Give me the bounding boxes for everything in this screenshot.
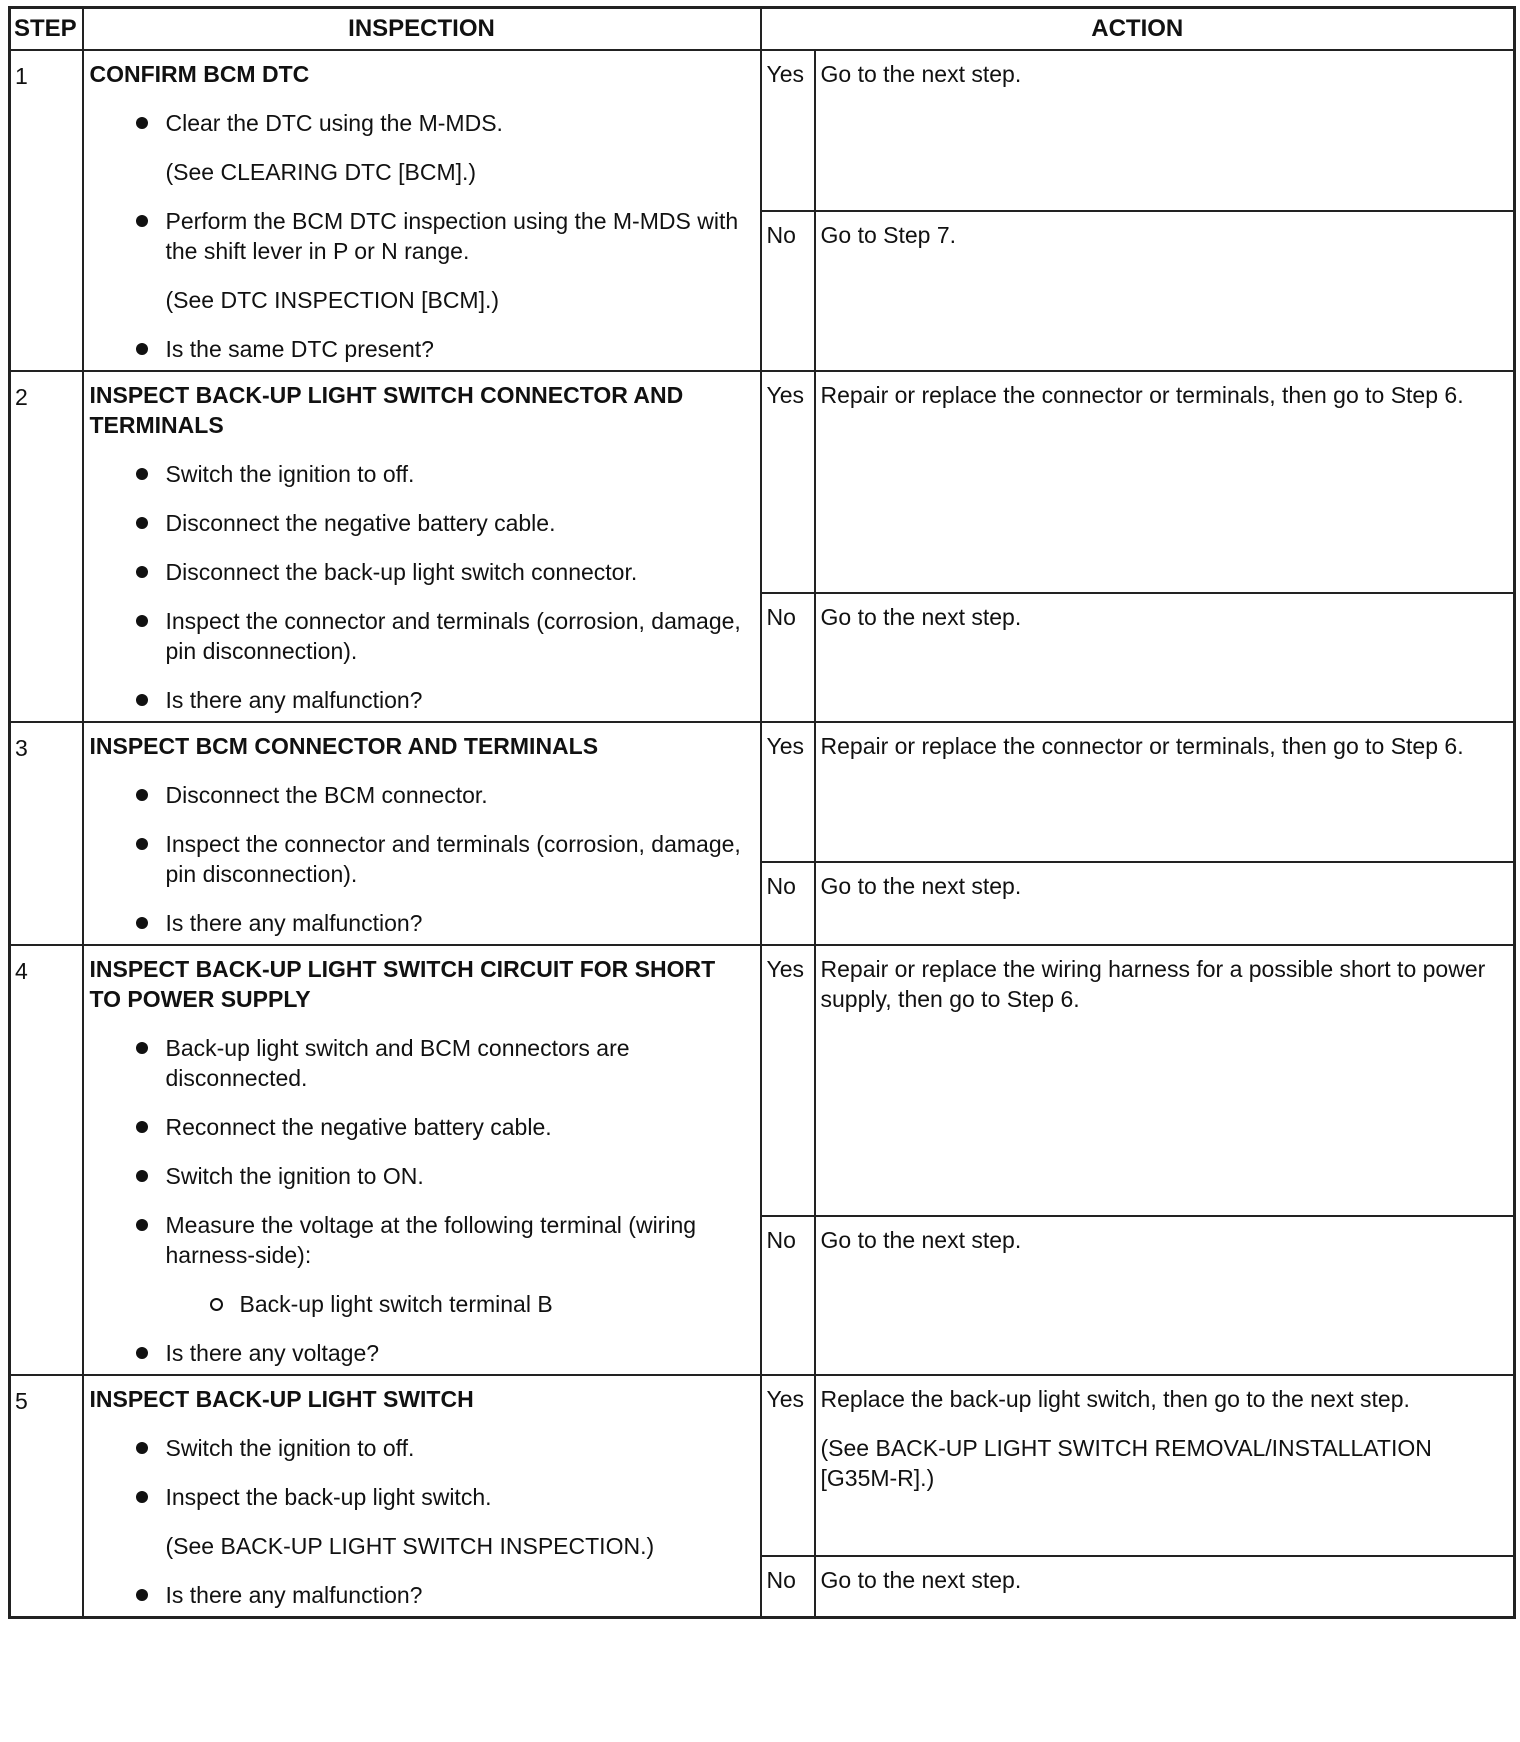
step-title: INSPECT BACK-UP LIGHT SWITCH CIRCUIT FOR SHORT TO POWER SUPPLY	[89, 956, 716, 1012]
inspection-bullet	[90, 108, 750, 138]
action-text: Replace the back-up light switch, then go to the next step.	[820, 1386, 1410, 1412]
reference-note: (See BACK-UP LIGHT SWITCH INSPECTION.)	[165, 1533, 655, 1559]
inspection-bullet	[90, 1033, 750, 1093]
action-text: Go to the next step.	[820, 603, 1022, 630]
bullet-dot-icon	[136, 1219, 148, 1231]
yes-label: Yes	[761, 371, 815, 593]
inspection-cell	[83, 371, 761, 722]
bullet-dot-icon	[136, 343, 148, 355]
step-number: 3	[10, 722, 83, 945]
bullet-dot-icon	[136, 1347, 148, 1359]
bullet-text: Back-up light switch and BCM connectors are disconnected.	[165, 1035, 630, 1091]
step-title: INSPECT BACK-UP LIGHT SWITCH	[89, 1386, 474, 1412]
bullet-text: Is the same DTC present?	[165, 336, 434, 362]
no-label: No	[761, 1216, 815, 1375]
hollow-circle-icon	[210, 1298, 223, 1311]
bullet-text: Inspect the connector and terminals (corrosion, damage, pin disconnection).	[165, 831, 741, 887]
bullet-text: Switch the ignition to ON.	[165, 1163, 424, 1189]
bullet-text: Inspect the back-up light switch.	[165, 1484, 492, 1510]
bullet-text: Perform the BCM DTC inspection using the M-MDS with the shift lever in P or N range.	[165, 208, 739, 264]
bullet-text: Reconnect the negative battery cable.	[165, 1114, 552, 1140]
step-row-5	[10, 1375, 1515, 1556]
yes-label: Yes	[761, 945, 815, 1216]
inspection-cell	[83, 722, 761, 945]
yes-label: Yes	[761, 1375, 815, 1556]
no-label: No	[761, 593, 815, 722]
bullet-dot-icon	[136, 1042, 148, 1054]
bullet-text: Inspect the connector and terminals (corrosion, damage, pin disconnection).	[165, 608, 741, 664]
step-row-4	[10, 945, 1515, 1216]
inspection-bullet	[90, 508, 750, 538]
inspection-bullet	[90, 606, 750, 666]
inspection-bullet	[90, 459, 750, 489]
inspection-column-header: INSPECTION	[83, 8, 761, 51]
bullet-text: Switch the ignition to off.	[165, 1435, 415, 1461]
no-action	[815, 862, 1515, 945]
step-number: 1	[10, 50, 83, 371]
inspection-bullet	[90, 1210, 750, 1270]
inspection-bullet	[90, 557, 750, 587]
step-row-3	[10, 722, 1515, 862]
bullet-dot-icon	[136, 615, 148, 627]
bullet-text: Switch the ignition to off.	[165, 461, 415, 487]
bullet-text: Disconnect the back-up light switch connector.	[165, 559, 638, 585]
diagnostic-procedure-sheet	[8, 6, 1513, 1736]
action-text: Go to the next step.	[820, 1226, 1022, 1253]
yes-action	[815, 50, 1515, 211]
no-action	[815, 211, 1515, 372]
step-column-header: STEP	[10, 8, 83, 51]
bullet-dot-icon	[136, 566, 148, 578]
bullet-text: Is there any malfunction?	[165, 687, 423, 713]
bullet-dot-icon	[136, 838, 148, 850]
reference-note: (See DTC INSPECTION [BCM].)	[165, 287, 500, 313]
bullet-dot-icon	[136, 789, 148, 801]
bullet-text: Is there any voltage?	[165, 1340, 380, 1366]
inspection-bullet	[90, 780, 750, 810]
bullet-text: Disconnect the BCM connector.	[165, 782, 488, 808]
inspection-bullet	[90, 908, 750, 938]
inspection-bullet	[90, 1580, 750, 1610]
step-row-2	[10, 371, 1515, 593]
action-column-header: ACTION	[761, 8, 1515, 51]
action-text: Go to the next step.	[820, 61, 1022, 87]
yes-label: Yes	[761, 722, 815, 862]
no-label: No	[761, 862, 815, 945]
action-text: Repair or replace the wiring harness for a possible short to power supply, then go to Step 6.	[820, 956, 1486, 1012]
bullet-text: Measure the voltage at the following terminal (wiring harness-side):	[165, 1212, 697, 1268]
reference-note: (See CLEARING DTC [BCM].)	[165, 159, 477, 185]
step-number: 4	[10, 945, 83, 1375]
bullet-text: Is there any malfunction?	[165, 1582, 423, 1608]
inspection-bullet	[90, 1338, 750, 1368]
bullet-dot-icon	[136, 1170, 148, 1182]
bullet-dot-icon	[136, 1121, 148, 1133]
inspection-bullet	[90, 1112, 750, 1142]
bullet-dot-icon	[136, 1442, 148, 1454]
table-body	[10, 50, 1515, 1618]
inspection-bullet	[90, 334, 750, 364]
bullet-dot-icon	[136, 1491, 148, 1503]
bullet-dot-icon	[136, 694, 148, 706]
yes-action	[815, 722, 1515, 862]
bullet-text: Disconnect the negative battery cable.	[165, 510, 556, 536]
step-number: 2	[10, 371, 83, 722]
no-action	[815, 593, 1515, 722]
action-text: Go to the next step.	[820, 1567, 1022, 1594]
step-number: 5	[10, 1375, 83, 1618]
bullet-text: Is there any malfunction?	[165, 910, 423, 936]
inspection-bullet	[90, 1433, 750, 1463]
bullet-dot-icon	[136, 1589, 148, 1601]
inspection-bullet	[90, 685, 750, 715]
action-text: Repair or replace the connector or terminals, then go to Step 6.	[820, 733, 1464, 759]
inspection-bullet	[90, 829, 750, 889]
inspection-cell	[83, 50, 761, 371]
diagnostic-table	[8, 6, 1516, 1619]
yes-action	[815, 945, 1515, 1216]
yes-label: Yes	[761, 50, 815, 211]
step-title: INSPECT BACK-UP LIGHT SWITCH CONNECTOR AND TERMINALS	[89, 382, 684, 438]
inspection-cell	[83, 945, 761, 1375]
no-action	[815, 1556, 1515, 1617]
bullet-dot-icon	[136, 917, 148, 929]
action-text: Go to Step 7.	[820, 221, 957, 248]
inspection-bullet	[90, 1482, 750, 1512]
action-text: (See BACK-UP LIGHT SWITCH REMOVAL/INSTALLATION [G35M-R].)	[820, 1435, 1432, 1491]
yes-action	[815, 1375, 1515, 1556]
action-text: Go to the next step.	[820, 873, 1022, 900]
yes-action	[815, 371, 1515, 593]
bullet-text: Clear the DTC using the M-MDS.	[165, 110, 503, 136]
no-label: No	[761, 211, 815, 372]
bullet-dot-icon	[136, 117, 148, 129]
inspection-bullet	[90, 1161, 750, 1191]
table-header-row	[10, 8, 1515, 51]
step-title: INSPECT BCM CONNECTOR AND TERMINALS	[89, 733, 599, 759]
action-text: Repair or replace the connector or terminals, then go to Step 6.	[820, 382, 1464, 408]
inspection-cell	[83, 1375, 761, 1618]
bullet-dot-icon	[136, 468, 148, 480]
step-row-1	[10, 50, 1515, 211]
step-title: CONFIRM BCM DTC	[89, 61, 310, 87]
no-action	[815, 1216, 1515, 1375]
inspection-sub-bullet	[90, 1289, 750, 1319]
no-label: No	[761, 1556, 815, 1617]
bullet-dot-icon	[136, 517, 148, 529]
sub-bullet-text: Back-up light switch terminal B	[239, 1291, 553, 1317]
inspection-bullet	[90, 206, 750, 266]
bullet-dot-icon	[136, 215, 148, 227]
